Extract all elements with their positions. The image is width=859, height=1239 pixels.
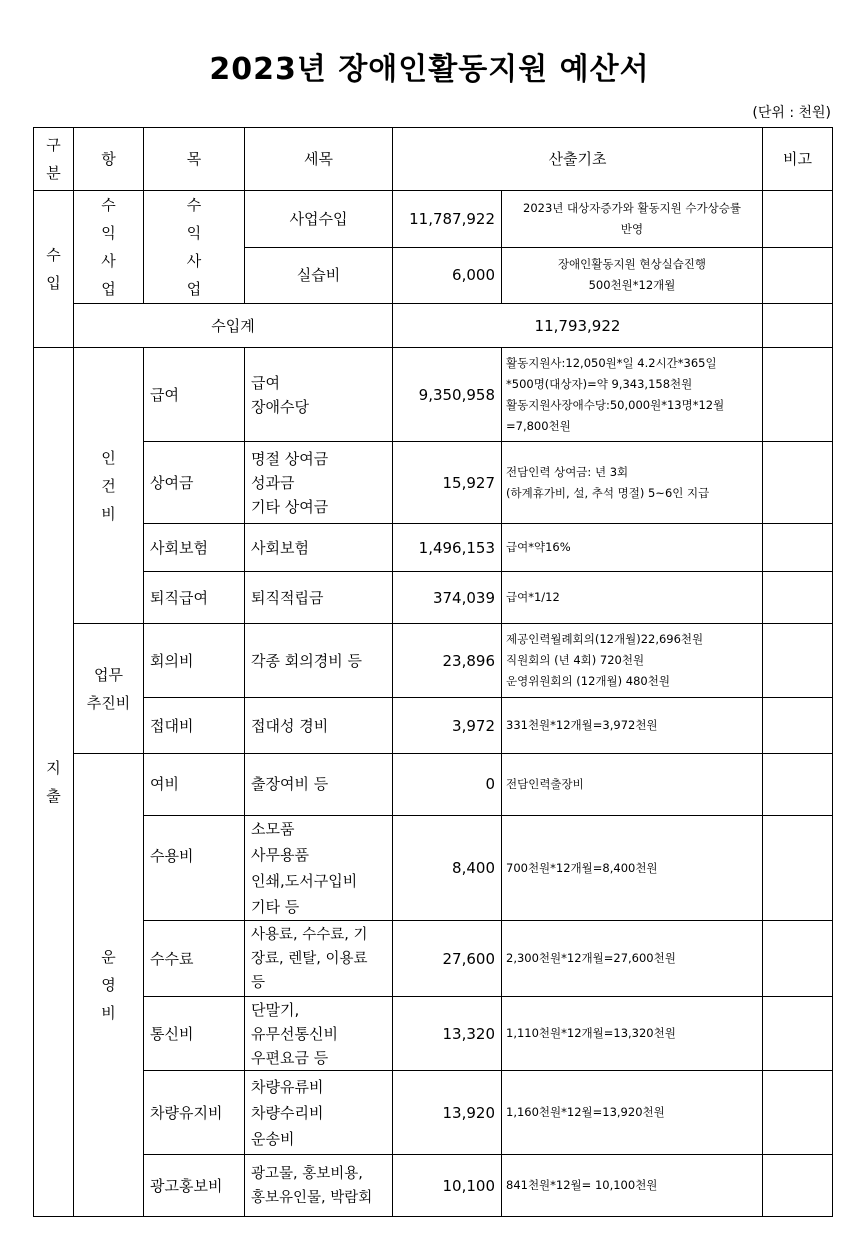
expense-semok: 차량유류비 차량수리비 운송비 bbox=[245, 1071, 393, 1155]
header-note: 비고 bbox=[763, 128, 833, 191]
expense-basis: 전담인력출장비 bbox=[502, 754, 763, 816]
header-basis: 산출기초 bbox=[393, 128, 763, 191]
expense-gubun: 지 출 bbox=[34, 348, 74, 1217]
income-total-row bbox=[34, 304, 833, 348]
expense-basis: 1,110천원*12개월=13,320천원 bbox=[502, 997, 763, 1071]
expense-basis: 급여*1/12 bbox=[502, 572, 763, 624]
expense-row bbox=[34, 816, 833, 921]
income-total-note bbox=[763, 304, 833, 348]
expense-row bbox=[34, 921, 833, 997]
expense-row bbox=[34, 572, 833, 624]
expense-mok: 수수료 bbox=[144, 921, 245, 997]
expense-basis: 331천원*12개월=3,972천원 bbox=[502, 698, 763, 754]
expense-mok: 수용비 bbox=[144, 816, 245, 921]
expense-basis: 급여*약16% bbox=[502, 524, 763, 572]
expense-semok: 사회보험 bbox=[245, 524, 393, 572]
expense-hang: 업무 추진비 bbox=[74, 624, 144, 754]
header-hang: 항 bbox=[74, 128, 144, 191]
income-amount: 11,787,922 bbox=[393, 191, 502, 248]
income-total-label: 수입계 bbox=[74, 304, 393, 348]
expense-amount: 15,927 bbox=[393, 442, 502, 524]
expense-row bbox=[34, 1155, 833, 1217]
expense-row bbox=[34, 524, 833, 572]
expense-amount: 23,896 bbox=[393, 624, 502, 698]
expense-semok: 출장여비 등 bbox=[245, 754, 393, 816]
expense-mok: 여비 bbox=[144, 754, 245, 816]
income-semok: 사업수입 bbox=[245, 191, 393, 248]
income-amount: 6,000 bbox=[393, 247, 502, 304]
expense-note bbox=[763, 1071, 833, 1155]
expense-basis: 700천원*12개월=8,400천원 bbox=[502, 816, 763, 921]
expense-mok: 사회보험 bbox=[144, 524, 245, 572]
expense-mok: 회의비 bbox=[144, 624, 245, 698]
expense-amount: 10,100 bbox=[393, 1155, 502, 1217]
header-gubun: 구 분 bbox=[34, 128, 74, 191]
expense-semok: 명절 상여금 성과금 기타 상여금 bbox=[245, 442, 393, 524]
expense-hang: 운 영 비 bbox=[74, 754, 144, 1217]
expense-mok: 상여금 bbox=[144, 442, 245, 524]
expense-note bbox=[763, 442, 833, 524]
expense-amount: 27,600 bbox=[393, 921, 502, 997]
expense-basis: 제공인력월례회의(12개월)22,696천원 직원회의 (년 4회) 720천원 운영위원회의 (12개월) 480천원 bbox=[502, 624, 763, 698]
expense-amount: 13,920 bbox=[393, 1071, 502, 1155]
expense-row bbox=[34, 442, 833, 524]
income-gubun: 수 입 bbox=[34, 191, 74, 348]
income-hang: 수 익 사 업 bbox=[74, 191, 144, 304]
expense-amount: 374,039 bbox=[393, 572, 502, 624]
expense-semok: 퇴직적립금 bbox=[245, 572, 393, 624]
header-semok: 세목 bbox=[245, 128, 393, 191]
expense-mok: 접대비 bbox=[144, 698, 245, 754]
expense-mok: 통신비 bbox=[144, 997, 245, 1071]
expense-mok: 급여 bbox=[144, 348, 245, 442]
budget-table bbox=[33, 127, 833, 1217]
expense-semok: 소모품 사무용품 인쇄,도서구입비 기타 등 bbox=[245, 816, 393, 921]
expense-amount: 8,400 bbox=[393, 816, 502, 921]
header-mok: 목 bbox=[144, 128, 245, 191]
unit-label: (단위 : 천원) bbox=[752, 105, 831, 121]
expense-note bbox=[763, 921, 833, 997]
income-note bbox=[763, 191, 833, 248]
expense-basis: 전담인력 상여금: 년 3회 (하계휴가비, 설, 추석 명절) 5~6인 지급 bbox=[502, 442, 763, 524]
expense-basis: 1,160천원*12월=13,920천원 bbox=[502, 1071, 763, 1155]
expense-semok: 각종 회의경비 등 bbox=[245, 624, 393, 698]
expense-hang: 인 건 비 bbox=[74, 348, 144, 624]
income-note bbox=[763, 247, 833, 304]
expense-mok: 차량유지비 bbox=[144, 1071, 245, 1155]
header-row bbox=[34, 128, 833, 191]
income-mok: 수 익 사 업 bbox=[144, 191, 245, 304]
expense-mok: 퇴직급여 bbox=[144, 572, 245, 624]
expense-row bbox=[34, 624, 833, 698]
expense-semok: 광고물, 홍보비용, 홍보유인물, 박람회 bbox=[245, 1155, 393, 1217]
expense-basis: 활동지원사:12,050원*일 4.2시간*365일 *500명(대상자)=약 9,343,158천원 활동지원사장애수당:50,000원*13명*12월 =7,800천원 bbox=[502, 348, 763, 442]
expense-amount: 1,496,153 bbox=[393, 524, 502, 572]
expense-note bbox=[763, 997, 833, 1071]
expense-mok: 광고홍보비 bbox=[144, 1155, 245, 1217]
expense-amount: 9,350,958 bbox=[393, 348, 502, 442]
expense-row bbox=[34, 348, 833, 442]
expense-note bbox=[763, 1155, 833, 1217]
expense-note bbox=[763, 348, 833, 442]
income-basis: 장애인활동지원 현상실습진행 500천원*12개월 bbox=[502, 247, 763, 304]
income-row bbox=[34, 191, 833, 248]
expense-amount: 0 bbox=[393, 754, 502, 816]
expense-note bbox=[763, 698, 833, 754]
expense-note bbox=[763, 524, 833, 572]
expense-semok: 사용료, 수수료, 기 장료, 렌탈, 이용료 등 bbox=[245, 921, 393, 997]
expense-semok: 단말기, 유무선통신비 우편요금 등 bbox=[245, 997, 393, 1071]
expense-row bbox=[34, 754, 833, 816]
expense-note bbox=[763, 754, 833, 816]
income-total-amount: 11,793,922 bbox=[393, 304, 763, 348]
expense-amount: 13,320 bbox=[393, 997, 502, 1071]
page-title: 2023년 장애인활동지원 예산서 bbox=[209, 52, 650, 87]
expense-amount: 3,972 bbox=[393, 698, 502, 754]
expense-note bbox=[763, 572, 833, 624]
expense-note bbox=[763, 624, 833, 698]
expense-semok: 급여 장애수당 bbox=[245, 348, 393, 442]
expense-basis: 841천원*12월= 10,100천원 bbox=[502, 1155, 763, 1217]
income-semok: 실습비 bbox=[245, 247, 393, 304]
expense-row bbox=[34, 997, 833, 1071]
expense-row bbox=[34, 1071, 833, 1155]
expense-note bbox=[763, 816, 833, 921]
expense-row bbox=[34, 698, 833, 754]
income-basis: 2023년 대상자증가와 활동지원 수가상승률 반영 bbox=[502, 191, 763, 248]
expense-semok: 접대성 경비 bbox=[245, 698, 393, 754]
expense-basis: 2,300천원*12개월=27,600천원 bbox=[502, 921, 763, 997]
